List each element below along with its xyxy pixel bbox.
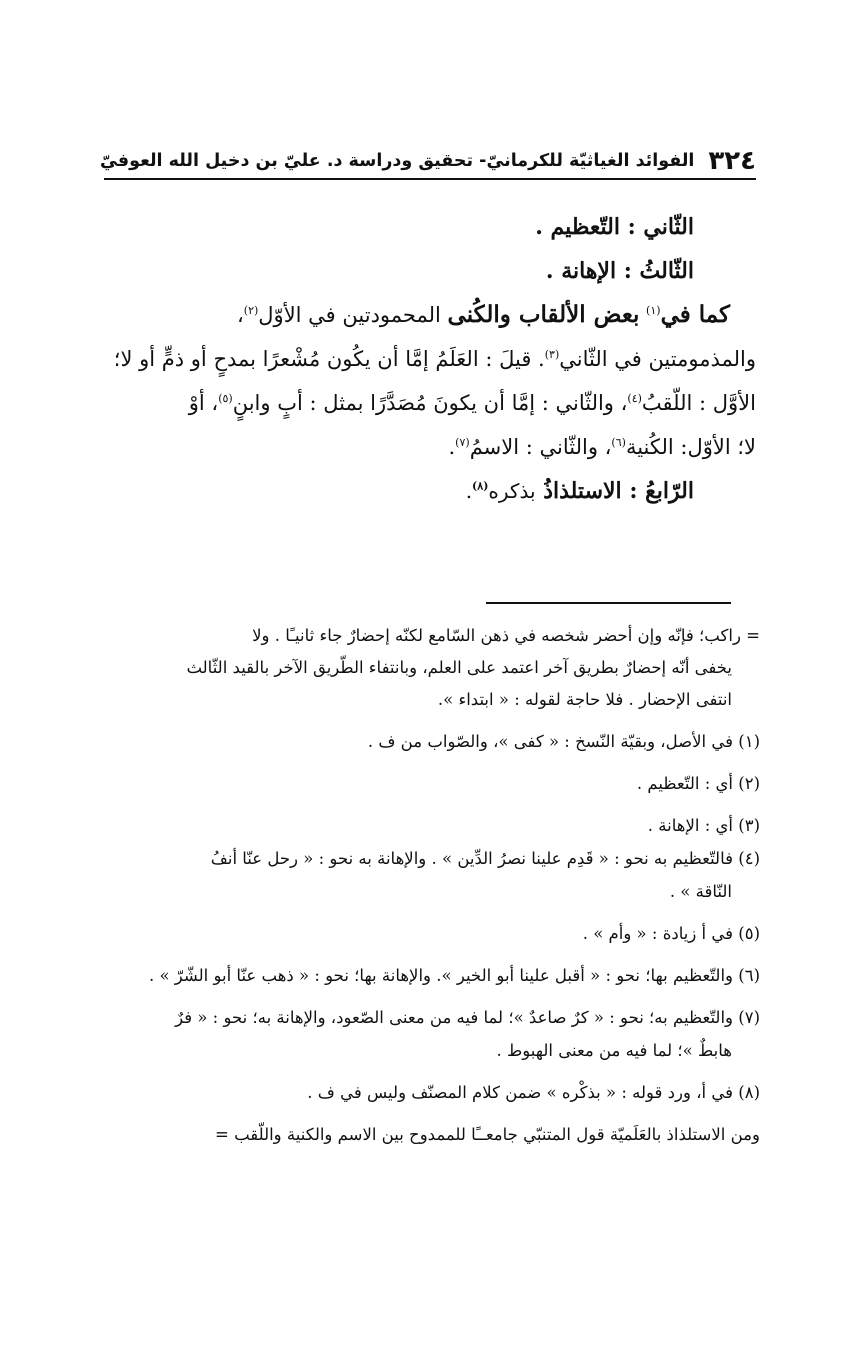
line3-part-a: الأوَّل : اللّقبُ <box>641 391 756 415</box>
paragraph-kunya <box>70 293 756 337</box>
footnote-7-line-2: هابطٌ »؛ لما فيه من معنى الهبوط . <box>496 1041 732 1060</box>
p1-rest: المحمودتين في الأوّل <box>258 303 441 327</box>
footnote-6: (٦) والتّعظيم بها؛ نحو : « أقبل علينا أبو الخير ». والإهانة بها؛ نحو : « ذهب عنّا أبو الشّرّ » . <box>148 966 760 985</box>
footnotes <box>66 620 760 1151</box>
footnote-separator <box>486 602 731 604</box>
footnote-ref-1: (١) <box>646 304 661 317</box>
footnote-ref-5: (٥) <box>218 392 233 405</box>
footnote-ref-2: (٢) <box>243 304 259 317</box>
text-line-2 <box>70 337 756 381</box>
continuation-line-1 <box>66 620 760 652</box>
footnote-5: (٥) في أ زيادة : « وأم » . <box>582 924 760 943</box>
line2-part-b: . قيلَ : العَلَمُ إمَّا أن يكُون مُشْعرًا بمدحٍ أو ذمٍّ أو لا؛ <box>113 347 545 371</box>
fourth-rest: بذكره <box>488 479 536 503</box>
line3-part-b: ، والثّاني : إمَّا أن يكونَ مُصَدَّرًا بمثل : أبٍ وابنٍ <box>232 391 628 415</box>
footnote-4-line-1: (٤) فالتّعظيم به نحو : « قَدِم علينا نصرُ الدِّين » . والإهانة به نحو : « رحل عنّا أنفُ <box>210 849 760 868</box>
kama-word: كما في <box>660 301 730 328</box>
fourth-bold: الرّابعُ : الاستلذاذُ <box>543 478 694 504</box>
final-continuation-line <box>66 1118 760 1151</box>
footnote-2: (٢) أي : التّعظيم . <box>636 774 760 793</box>
continuation-marker: = <box>746 626 760 645</box>
footnote-1: (١) في الأصل، وبقيّة النّسخ : « كفى »، والصّواب من ف . <box>367 732 760 751</box>
text-line-4 <box>70 425 756 469</box>
footnote-ref-6: (٦) <box>611 436 626 449</box>
line2-part-a: والمذمومتين في الثّاني <box>559 347 756 371</box>
final-continuation-text: ومن الاستلذاذ بالعَلَميّة قول المتنبّي جامعــًا للممدوح بين الاسم والكنية واللّقب <box>234 1125 760 1144</box>
page-header <box>99 138 756 180</box>
footnote-8: (٨) في أ، ورد قوله : « بذكْره » ضمن كلام المصنّف وليس في ف . <box>307 1083 760 1102</box>
text-line-3 <box>70 381 756 425</box>
running-title: الفوائد الغياثيّة للكرمانيّ- تحقيق ودراسة د. عليّ بن دخيل الله العوفيّ <box>99 151 695 171</box>
footnote-7-line-1: (٧) والتّعظيم به؛ نحو : « كرٌ صاعدٌ »؛ لما فيه من معنى الصّعود، والإهانة به؛ نحو : « فرٌ <box>175 1008 760 1027</box>
fourth-tail: . <box>465 479 473 503</box>
main-text <box>70 205 756 513</box>
footnote-ref-4: (٤) <box>627 392 642 405</box>
final-continuation-marker: = <box>214 1125 229 1144</box>
fourth-heading <box>70 469 756 513</box>
footnote-ref-7: (٧) <box>455 436 470 449</box>
line4-part-c: . <box>448 435 456 459</box>
continuation-line-3: انتفى الإحضار . فلا حاجة لقوله : « ابتداء ». <box>437 690 732 709</box>
third-heading: الثّالثُ : الإهانة . <box>545 258 694 284</box>
footnote-ref-3: (٣) <box>544 348 560 361</box>
footnote-4-line-2: النّاقة » . <box>669 882 732 901</box>
footnote-3: (٣) أي : الإهانة . <box>647 816 760 835</box>
continuation-text-1: راكب؛ فإنّه وإن أحضر شخصه في ذهن السّامع لكنّه إحضارٌ جاء ثانيـًا . ولا <box>252 626 741 645</box>
continuation-line-2: يخفى أنّه إحضارٌ بطريق آخر اعتمد على العلم، وبانتفاء الطّريق الآخر بالقيد الثّالث <box>186 658 732 677</box>
page-number: ٣٢٤ <box>708 146 756 176</box>
line3-part-c: ، أوْ <box>188 391 219 415</box>
bold-phrase: بعض الألقاب والكُنى <box>447 301 640 328</box>
line4-part-a: لا؛ الأوّل: الكُنية <box>625 435 756 459</box>
second-heading: الثّاني : التّعظيم . <box>535 214 694 240</box>
footnote-ref-8: (٨) <box>472 479 489 493</box>
line4-part-b: ، والثّاني : الاسمُ <box>469 435 612 459</box>
p1-tail: ، <box>237 303 244 327</box>
